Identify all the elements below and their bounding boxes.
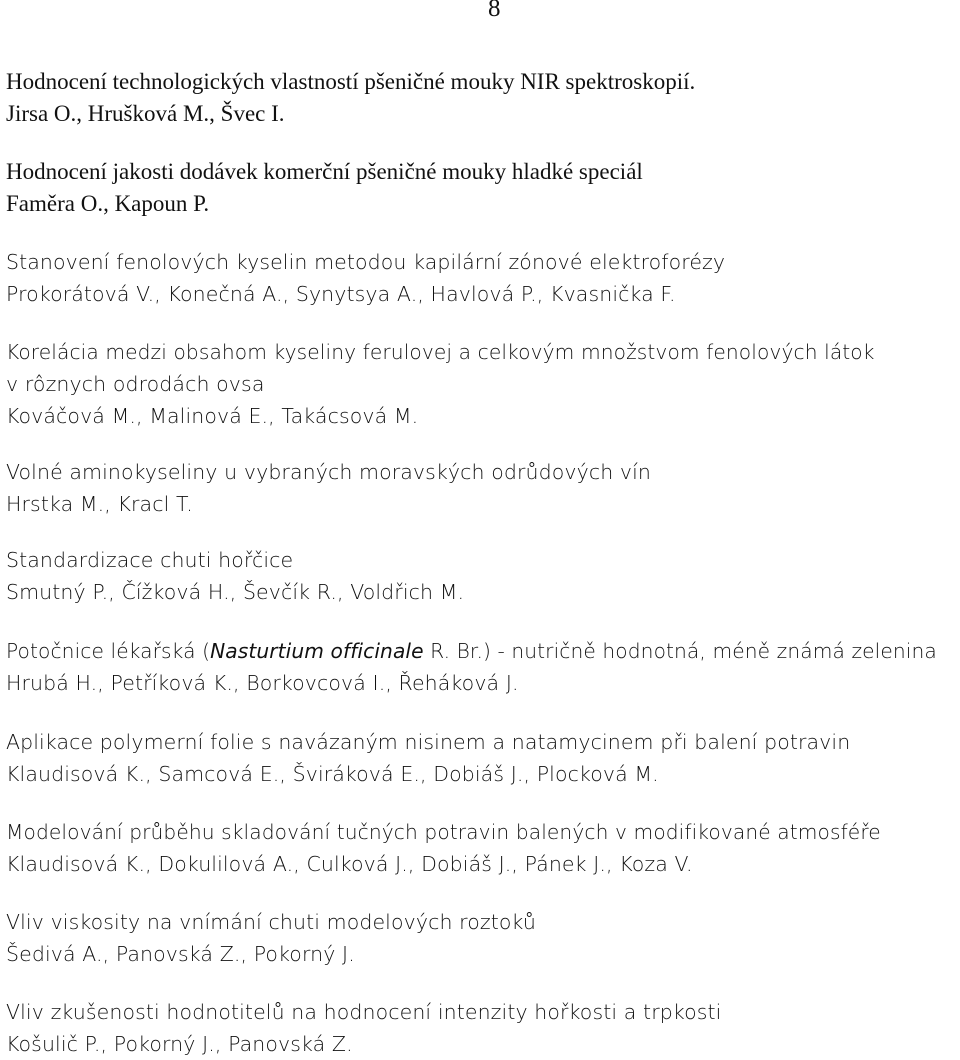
article-authors: Hrubá H., Petříková K., Borkovcová I., Řeháková J.: [6, 671, 519, 695]
list-item: [6, 246, 956, 310]
article-title-continued: v rôznych odrodách ovsa: [6, 372, 265, 396]
article-title: Volné aminokyseliny u vybraných moravských odrůdových vín: [6, 460, 652, 484]
article-title: Vliv viskosity na vnímání chuti modelových roztoků: [6, 910, 536, 934]
list-item: [6, 635, 956, 699]
list-item: [6, 66, 956, 130]
article-authors: Hrstka M., Kracl T.: [6, 492, 193, 516]
article-authors: Šedivá A., Panovská Z., Pokorný J.: [6, 942, 355, 966]
article-authors: Faměra O., Kapoun P.: [6, 191, 210, 216]
article-authors: Klaudisová K., Dokulilová A., Culková J., Dobiáš J., Pánek J., Koza V.: [6, 852, 693, 876]
article-title: Modelování průběhu skladování tučných potravin balených v modifikované atmosféře: [6, 820, 881, 844]
list-item: [6, 996, 956, 1060]
article-authors: Smutný P., Čížková H., Ševčík R., Voldřich M.: [6, 580, 465, 604]
article-title: Vliv zkušenosti hodnotitelů na hodnocení intenzity hořkosti a trpkosti: [6, 1000, 722, 1024]
title-text: Potočnice lékařská (: [6, 639, 211, 663]
article-title: Hodnocení jakosti dodávek komerční pšeničné mouky hladké speciál: [6, 159, 643, 184]
article-authors: Prokorátová V., Konečná A., Synytsya A., Havlová P., Kvasnička F.: [6, 282, 676, 306]
page-number: 8: [488, 0, 501, 22]
article-title: Standardizace chuti hořčice: [6, 548, 294, 572]
article-title: Korelácia medzi obsahom kyseliny ferulovej a celkovým množstvom fenolových látok: [6, 340, 875, 364]
article-list: [6, 66, 956, 1060]
article-title: Aplikace polymerní folie s navázaným nisinem a natamycinem při balení potravin: [6, 730, 851, 754]
list-item: [6, 726, 956, 790]
species-name: Nasturtium officinale: [210, 639, 424, 663]
article-authors: Košulič P., Pokorný J., Panovská Z.: [6, 1032, 353, 1056]
list-item: [6, 336, 956, 432]
article-title: [6, 635, 956, 667]
list-item: [6, 816, 956, 880]
article-authors: Klaudisová K., Samcová E., Šviráková E., Dobiáš J., Plocková M.: [6, 762, 659, 786]
title-text: R. Br.) - nutričně hodnotná, méně známá zelenina: [423, 639, 937, 663]
article-title: Stanovení fenolových kyselin metodou kapilární zónové elektroforézy: [6, 250, 726, 274]
article-authors: Jirsa O., Hrušková M., Švec I.: [6, 101, 285, 126]
list-item: [6, 906, 956, 970]
article-title: Hodnocení technologických vlastností pšeničné mouky NIR spektroskopií.: [6, 69, 696, 94]
list-item: [6, 544, 956, 608]
list-item: [6, 156, 956, 220]
list-item: [6, 456, 956, 520]
article-authors: Kováčová M., Malinová E., Takácsová M.: [6, 404, 419, 428]
